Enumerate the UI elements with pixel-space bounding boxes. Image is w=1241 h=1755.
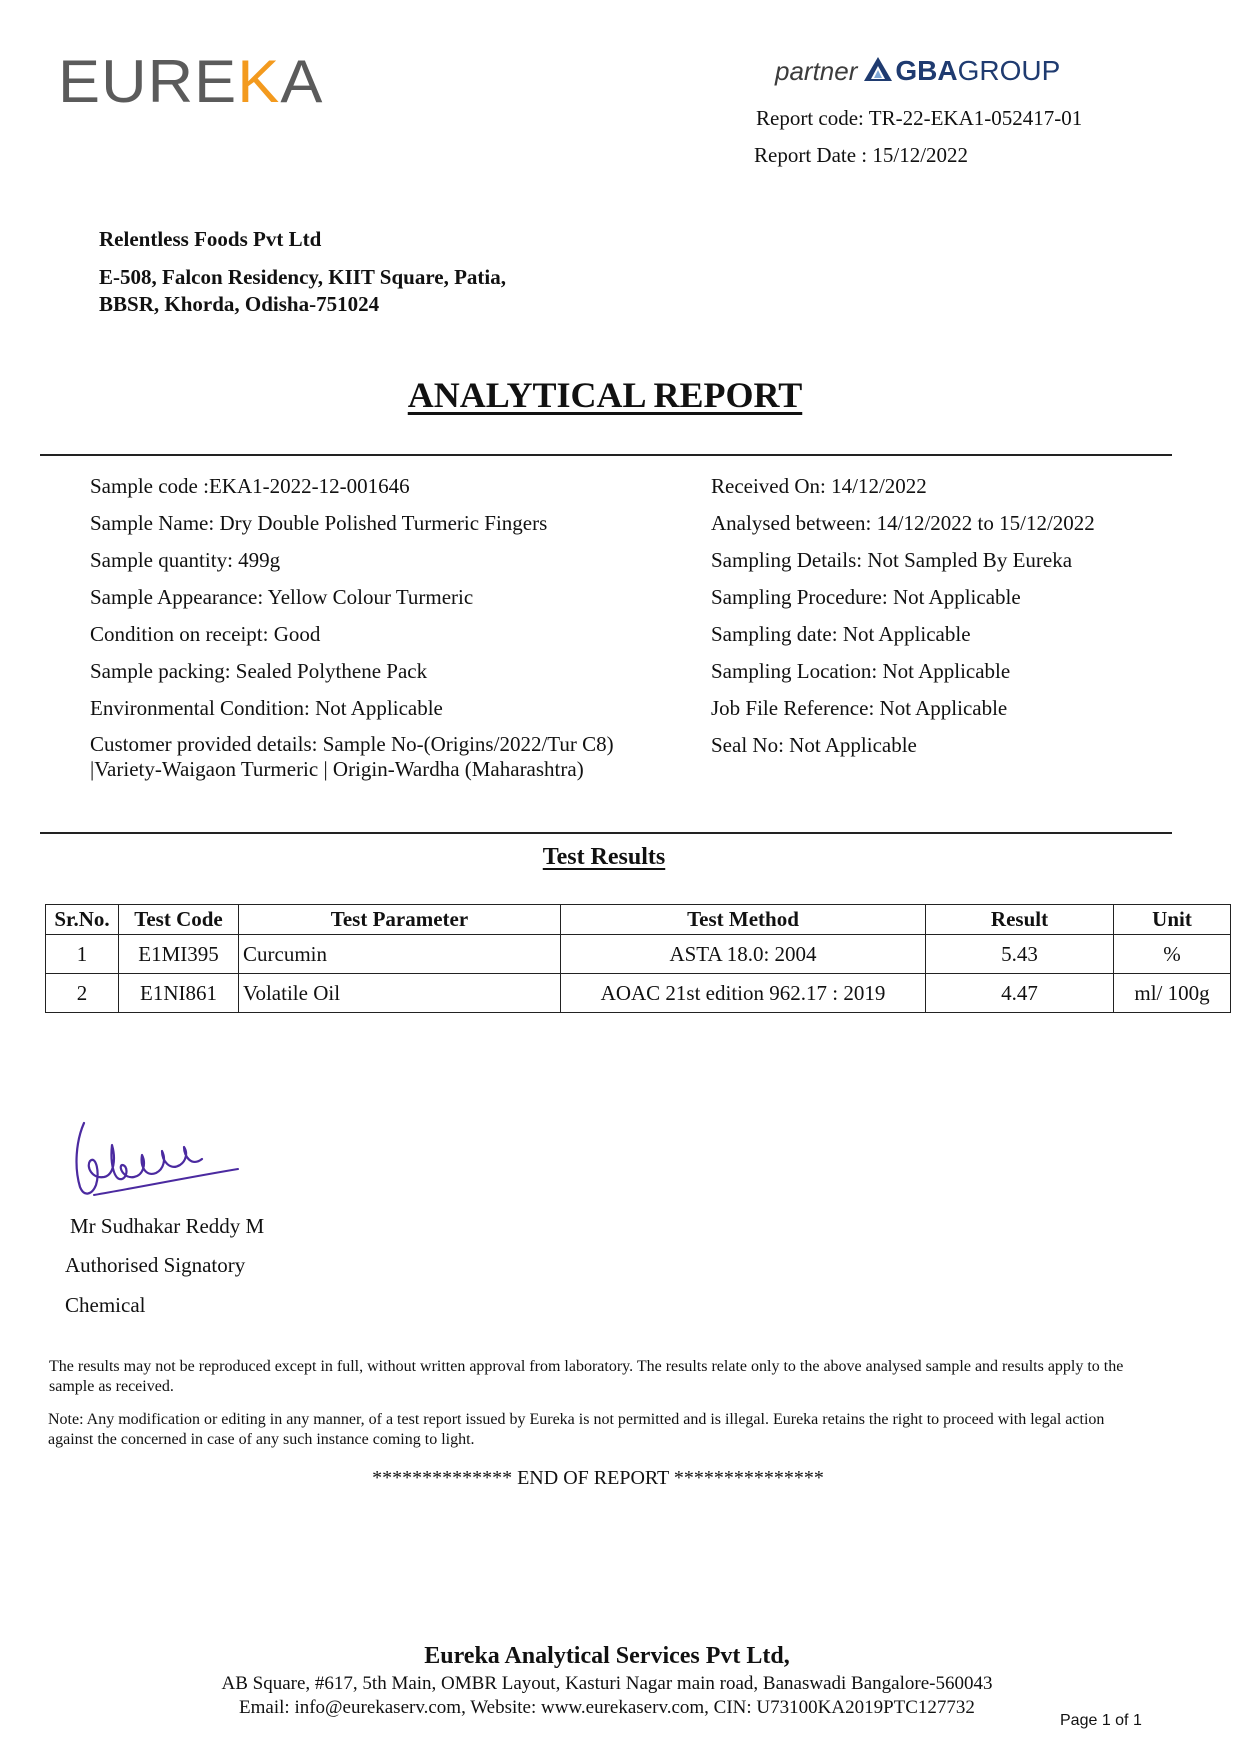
cell-sr-no: 1 bbox=[46, 935, 119, 974]
test-results-heading: Test Results bbox=[542, 844, 666, 870]
report-title: ANALYTICAL REPORT bbox=[407, 375, 803, 415]
disclaimer-text: The results may not be reproduced except in full, without written approval from laboratory. The results relate only to the above analysed sample and results apply to the sample as received. bbox=[49, 1358, 1124, 1395]
column-header-unit: Unit bbox=[1114, 905, 1231, 935]
logo-text-suffix: A bbox=[280, 48, 324, 115]
condition-on-receipt: Condition on receipt: Good bbox=[90, 622, 321, 646]
table-header-row bbox=[46, 905, 1231, 935]
sampling-details: Sampling Details: Not Sampled By Eureka bbox=[711, 548, 1073, 572]
cell-test-code: E1NI861 bbox=[119, 974, 239, 1013]
sample-quantity: Sample quantity: 499g bbox=[90, 548, 281, 572]
cell-result: 5.43 bbox=[926, 935, 1114, 974]
column-header-test-method: Test Method bbox=[561, 905, 926, 935]
end-of-report: ************** END OF REPORT *************** bbox=[372, 1467, 824, 1489]
table-row bbox=[46, 974, 1231, 1013]
partner-gba: GBA bbox=[895, 55, 958, 86]
cell-test-code: E1MI395 bbox=[119, 935, 239, 974]
customer-provided-details: Customer provided details: Sample No-(Origins/2022/Tur C8) |Variety-Waigaon Turmeric | Origin-Wardha (Maharashtra) bbox=[90, 732, 614, 781]
received-on: Received On: 14/12/2022 bbox=[711, 474, 927, 498]
note-text: Note: Any modification or editing in any manner, of a test report issued by Eureka is not permitted and is illegal. Eureka retains the right to proceed with legal action against the concerned in case of any such instance coming to light. bbox=[48, 1411, 1105, 1448]
customer-address-line2: BBSR, Khorda, Odisha-751024 bbox=[99, 292, 380, 316]
sample-code: Sample code :EKA1-2022-12-001646 bbox=[90, 474, 410, 498]
divider-bottom bbox=[40, 832, 1172, 834]
sampling-location: Sampling Location: Not Applicable bbox=[711, 659, 1011, 683]
sample-name: Sample Name: Dry Double Polished Turmeric Fingers bbox=[90, 511, 548, 535]
environmental-condition: Environmental Condition: Not Applicable bbox=[90, 696, 443, 720]
eureka-logo bbox=[58, 48, 324, 115]
logo-text-prefix: EURE bbox=[58, 48, 238, 115]
customer-address-line1: E-508, Falcon Residency, KIIT Square, Patia, bbox=[99, 265, 507, 289]
cell-test-method: AOAC 21st edition 962.17 : 2019 bbox=[561, 974, 926, 1013]
sampling-date: Sampling date: Not Applicable bbox=[711, 622, 971, 646]
footer-address: AB Square, #617, 5th Main, OMBR Layout, Kasturi Nagar main road, Banaswadi Bangalore-560043 bbox=[221, 1673, 993, 1694]
analysed-between: Analysed between: 14/12/2022 to 15/12/2022 bbox=[711, 511, 1095, 535]
test-results-table bbox=[45, 904, 1231, 1013]
sample-packing: Sample packing: Sealed Polythene Pack bbox=[90, 659, 428, 683]
page-number: Page 1 of 1 bbox=[1060, 1712, 1142, 1729]
cell-test-parameter: Curcumin bbox=[239, 935, 561, 974]
cell-unit: ml/ 100g bbox=[1114, 974, 1231, 1013]
customer-company: Relentless Foods Pvt Ltd bbox=[99, 227, 322, 251]
partner-word: partner bbox=[775, 56, 858, 86]
report-code: Report code: TR-22-EKA1-052417-01 bbox=[756, 106, 1083, 130]
divider-top bbox=[40, 454, 1172, 456]
report-date: Report Date : 15/12/2022 bbox=[754, 143, 969, 167]
column-header-test-code: Test Code bbox=[119, 905, 239, 935]
sampling-procedure: Sampling Procedure: Not Applicable bbox=[711, 585, 1021, 609]
sample-appearance: Sample Appearance: Yellow Colour Turmeric bbox=[90, 585, 474, 609]
logo-text-k: K bbox=[237, 48, 281, 115]
cell-test-method: ASTA 18.0: 2004 bbox=[561, 935, 926, 974]
seal-no: Seal No: Not Applicable bbox=[711, 733, 917, 757]
job-file-reference: Job File Reference: Not Applicable bbox=[711, 696, 1008, 720]
cell-test-parameter: Volatile Oil bbox=[239, 974, 561, 1013]
handwritten-signature bbox=[70, 1115, 250, 1205]
column-header-test-parameter: Test Parameter bbox=[239, 905, 561, 935]
signatory-title: Authorised Signatory bbox=[65, 1253, 246, 1277]
gba-triangle-icon bbox=[863, 55, 893, 83]
cell-result: 4.47 bbox=[926, 974, 1114, 1013]
column-header-result: Result bbox=[926, 905, 1114, 935]
cell-sr-no: 2 bbox=[46, 974, 119, 1013]
cell-unit: % bbox=[1114, 935, 1231, 974]
partner-gba-group-logo bbox=[775, 55, 1060, 85]
partner-group: GROUP bbox=[957, 55, 1061, 86]
signatory-department: Chemical bbox=[65, 1293, 146, 1317]
footer-company: Eureka Analytical Services Pvt Ltd, bbox=[424, 1643, 790, 1669]
footer-contact: Email: info@eurekaserv.com, Website: www.eurekaserv.com, CIN: U73100KA2019PTC127732 bbox=[239, 1697, 975, 1718]
table-row bbox=[46, 935, 1231, 974]
column-header-sr-no: Sr.No. bbox=[46, 905, 119, 935]
signatory-name: Mr Sudhakar Reddy M bbox=[70, 1214, 265, 1238]
